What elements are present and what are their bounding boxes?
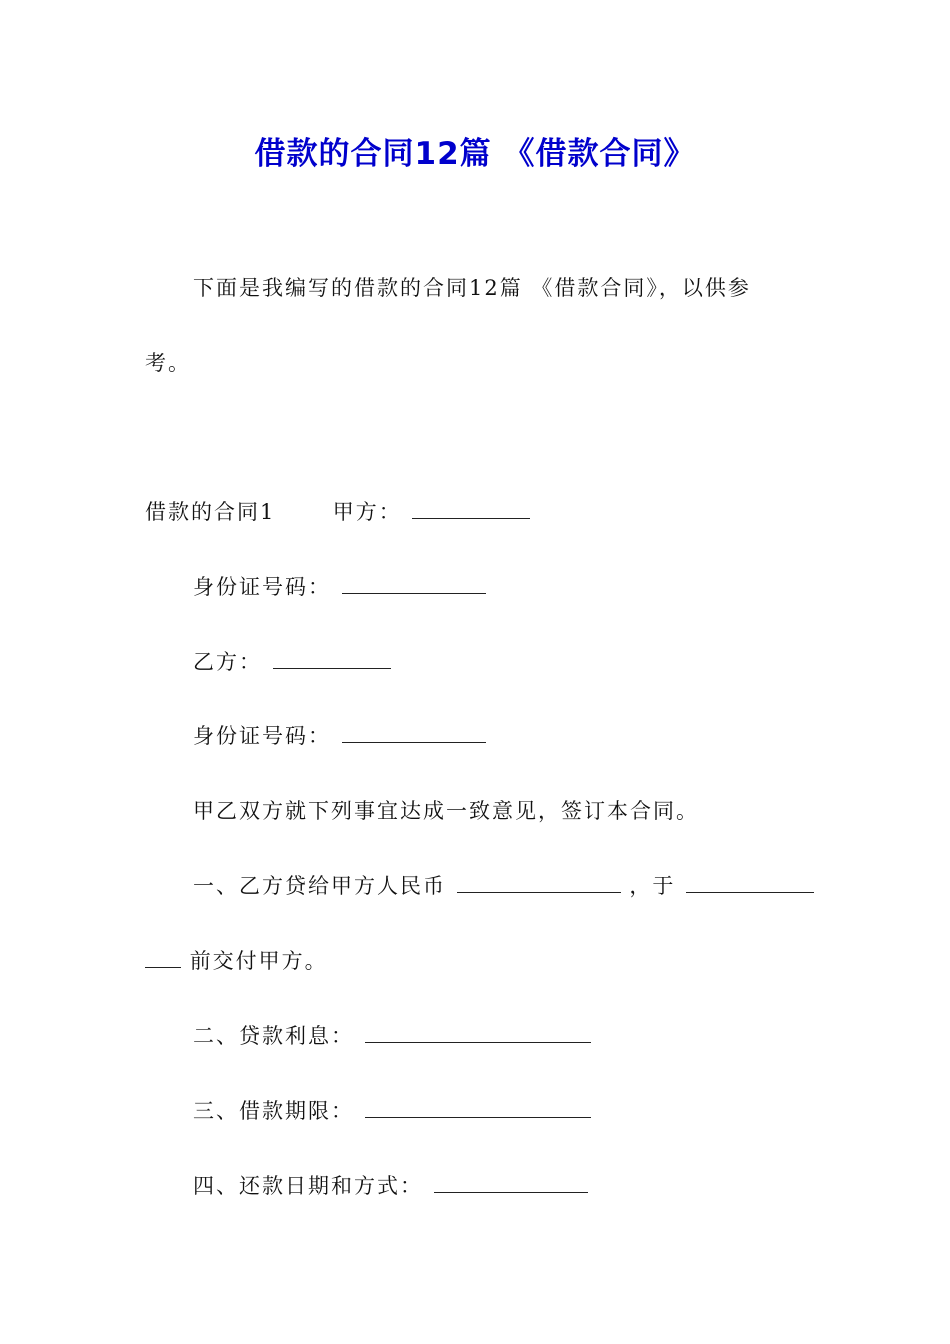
clause-2-label: 二、贷款利息： [193, 1024, 354, 1048]
id-row-a [193, 571, 486, 601]
clause-4-row [193, 1170, 588, 1200]
clause-3-row [193, 1095, 591, 1125]
contract-heading-row [145, 496, 530, 526]
term-blank[interactable] [365, 1099, 591, 1118]
intro-line-1: 下面是我编写的借款的合同12篇 《借款合同》，以供参 [193, 276, 751, 300]
party-b-row [193, 646, 391, 676]
clause-3-label: 三、借款期限： [193, 1099, 354, 1123]
intro-line-2: 考。 [145, 351, 191, 375]
party-a-blank[interactable] [412, 500, 530, 519]
date-blank-continued[interactable] [145, 949, 181, 968]
party-a-label: 甲方： [332, 500, 402, 524]
clause-1-row [193, 870, 814, 900]
party-b-blank[interactable] [273, 650, 391, 669]
date-blank[interactable] [686, 874, 814, 893]
clause-4-label: 四、还款日期和方式： [193, 1174, 423, 1198]
document-title: 借款的合同12篇 《借款合同》 [254, 136, 696, 172]
contract-heading: 借款的合同1 [145, 500, 276, 524]
amount-blank[interactable] [457, 874, 621, 893]
id-label-b: 身份证号码： [193, 724, 331, 748]
party-b-label: 乙方： [193, 650, 262, 674]
clause-1-separator: ，于 [629, 874, 676, 898]
clause-1-text: 一、乙方贷给甲方人民币 [193, 874, 446, 898]
clause-1-continuation [145, 945, 328, 975]
id-blank-b[interactable] [342, 724, 486, 743]
interest-blank[interactable] [365, 1024, 591, 1043]
id-blank-a[interactable] [342, 575, 486, 594]
agreement-text: 甲乙双方就下列事宜达成一致意见，签订本合同。 [193, 799, 699, 823]
repayment-blank[interactable] [434, 1174, 588, 1193]
clause-2-row [193, 1020, 591, 1050]
id-row-b [193, 720, 486, 750]
clause-1-end: 前交付甲方。 [189, 949, 328, 973]
id-label-a: 身份证号码： [193, 575, 331, 599]
